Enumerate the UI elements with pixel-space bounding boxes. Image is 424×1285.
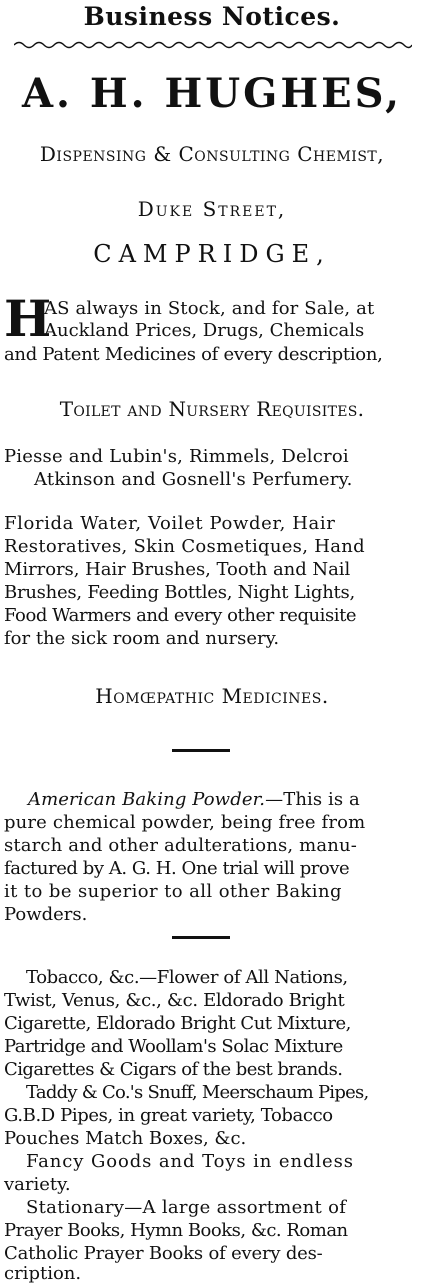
- town-name: CAMPRIDGE,: [93, 240, 331, 268]
- street-address: Duke Street,: [137, 197, 287, 221]
- florida-line: Mirrors, Hair Brushes, Tooth and Nail: [4, 559, 351, 580]
- baking-line: factured by A. G. H. One trial will prove: [4, 858, 350, 879]
- drop-cap-letter: H: [4, 289, 52, 348]
- tobacco-line: Pouches Match Boxes, &c.: [4, 1128, 247, 1149]
- tobacco-line: Cigarettes & Cigars of the best brands.: [4, 1059, 343, 1080]
- tobacco-line: Tobacco, &c.—Flower of All Nations,: [26, 967, 348, 988]
- business-trade: Dispensing & Consulting Chemist,: [39, 142, 385, 166]
- stock-paragraph: [4, 289, 420, 365]
- florida-line: Food Warmers and every other requisite: [4, 605, 357, 626]
- section-heading: Business Notices.: [83, 2, 341, 31]
- tobacco-line: G.B.D Pipes, in great variety, Tobacco: [4, 1105, 333, 1126]
- tobacco-line: Partridge and Woollam's Solac Mixture: [4, 1036, 343, 1057]
- tobacco-line: Taddy & Co.'s Snuff, Meerschaum Pipes,: [26, 1082, 369, 1103]
- baking-line: [28, 789, 360, 810]
- florida-line: Brushes, Feeding Bottles, Night Lights,: [4, 582, 355, 603]
- wavy-divider: [14, 38, 412, 52]
- stock-line: and Patent Medicines of every description,: [4, 344, 383, 365]
- perfumery-line: Atkinson and Gosnell's Perfumery.: [34, 469, 353, 490]
- baking-line: Powders.: [4, 904, 88, 925]
- tobacco-line: Cigarette, Eldorado Bright Cut Mixture,: [4, 1013, 351, 1034]
- toilet-heading: Toilet and Nursery Requisites.: [59, 397, 365, 421]
- tobacco-line: Stationary—A large assortment of: [26, 1197, 347, 1218]
- tobacco-line: Twist, Venus, &c., &c. Eldorado Bright: [4, 990, 345, 1011]
- florida-line: Florida Water, Voilet Powder, Hair: [4, 513, 336, 534]
- tobacco-line: Fancy Goods and Toys in endless: [26, 1151, 354, 1172]
- florida-line: Restoratives, Skin Cosmetiques, Hand: [4, 536, 365, 557]
- florida-line: for the sick room and nursery.: [4, 628, 280, 649]
- baking-text: —This is a: [265, 789, 360, 810]
- tobacco-line: Catholic Prayer Books of every des-: [4, 1243, 323, 1264]
- homoeopathic-heading: Homœpathic Medicines.: [95, 684, 329, 708]
- perfumery-line: Piesse and Lubin's, Rimmels, Delcroi: [4, 446, 349, 467]
- short-rule: [172, 749, 230, 752]
- short-rule: [172, 936, 230, 939]
- baking-line: starch and other adulterations, manu-: [4, 835, 357, 856]
- stock-line: Auckland Prices, Drugs, Chemicals: [44, 320, 365, 341]
- baking-title: American Baking Powder.: [28, 789, 266, 810]
- tobacco-line: variety.: [4, 1174, 71, 1195]
- stock-line: AS always in Stock, and for Sale, at: [44, 298, 375, 319]
- tobacco-line: cription.: [4, 1263, 82, 1284]
- baking-line: it to be superior to all other Baking: [4, 881, 342, 902]
- tobacco-line: Prayer Books, Hymn Books, &c. Roman: [4, 1220, 348, 1241]
- baking-line: pure chemical powder, being free from: [4, 812, 366, 833]
- business-name: A. H. HUGHES,: [21, 70, 403, 117]
